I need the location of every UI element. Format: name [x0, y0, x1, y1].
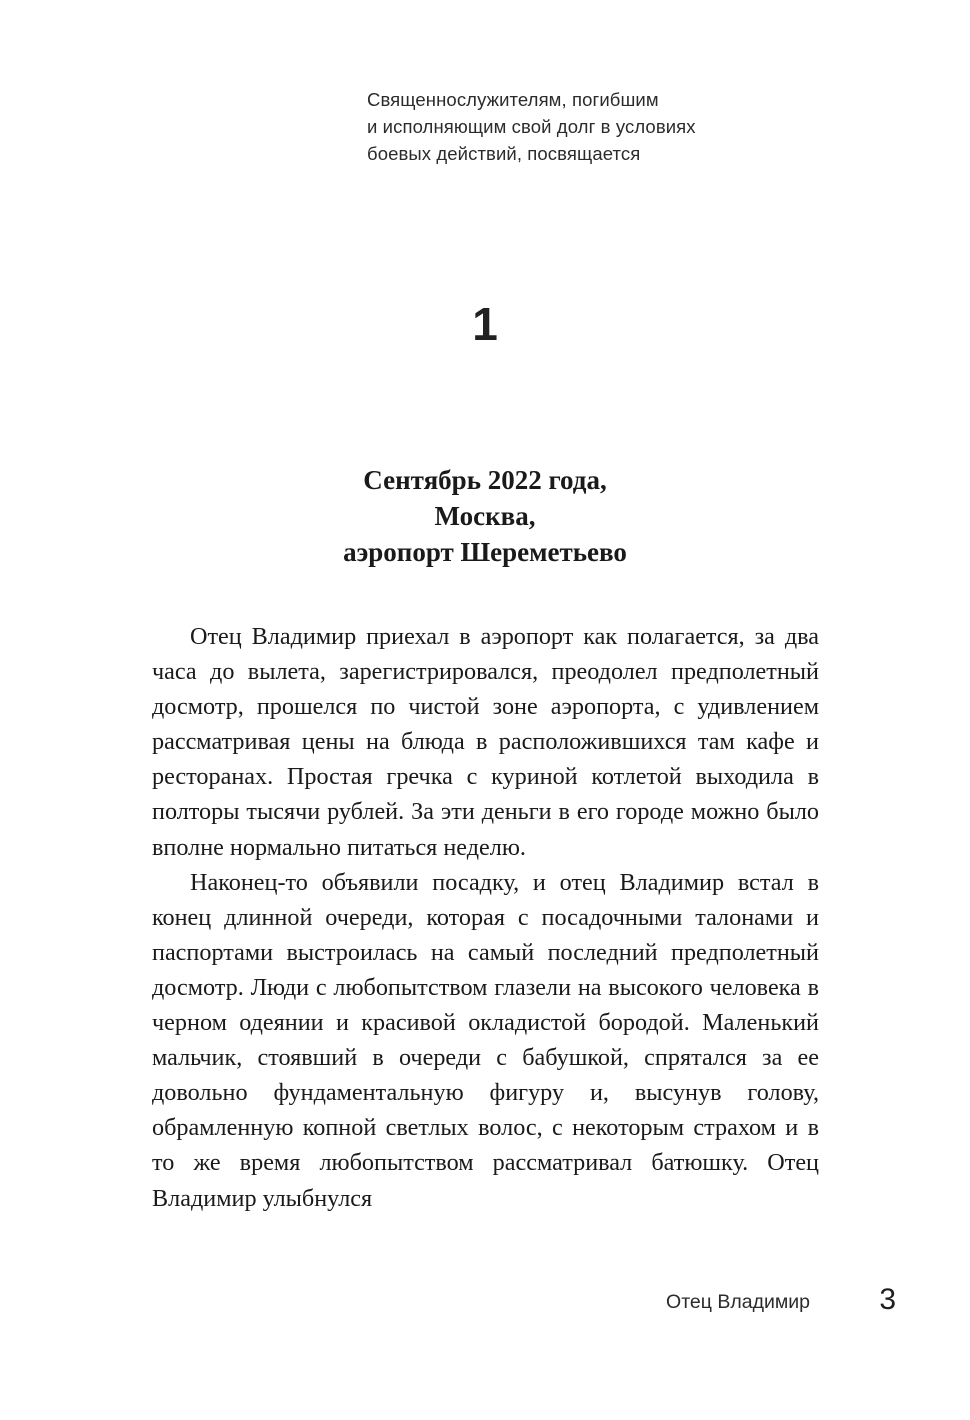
heading-line-1: Сентябрь 2022 года, [363, 465, 607, 495]
heading-line-2: Москва, [434, 501, 536, 531]
section-heading [0, 462, 970, 570]
paragraph: Отец Владимир приехал в аэропорт как полагается, за два часа до вылета, зарегистрировался, преодолел предполетный досмотр, прошелся по чистой зоне аэропорта, с удивлением рассматривая цены на блюда в расположившихся там кафе и ресторанах. Простая гречка с куриной котлетой выходила в полторы тысячи рублей. За эти деньги в его городе можно было вполне нормально питаться неделю. [152, 623, 819, 861]
body-text [152, 619, 819, 1216]
dedication-line-3: боевых действий, посвящается [367, 143, 641, 164]
chapter-number: 1 [472, 298, 498, 350]
dedication-line-1: Священнослужителям, погибшим [367, 89, 659, 110]
page-number: 3 [879, 1283, 896, 1316]
dedication-line-2: и исполняющим свой долг в условиях [367, 116, 696, 137]
heading-line-3: аэропорт Шереметьево [343, 537, 627, 567]
paragraph: Наконец-то объявили посадку, и отец Владимир встал в конец длинной очереди, которая с посадочными талонами и паспортами выстроилась на самый последний предполетный досмотр. Люди с любопытством глазели на высокого человека в черном одеянии и красивой окладистой бородой. Маленький мальчик, стоявший в очереди с бабушкой, спрятался за ее довольно фундаментальную фигуру и, высунув голову, обрамленную копной светлых волос, с некоторым страхом и в то же время любопытством рассматривал батюшку. Отец Владимир улыбнулся [152, 868, 819, 1212]
page-footer [152, 1283, 896, 1330]
dedication-block [367, 86, 787, 167]
running-head: Отец Владимир [666, 1291, 810, 1313]
